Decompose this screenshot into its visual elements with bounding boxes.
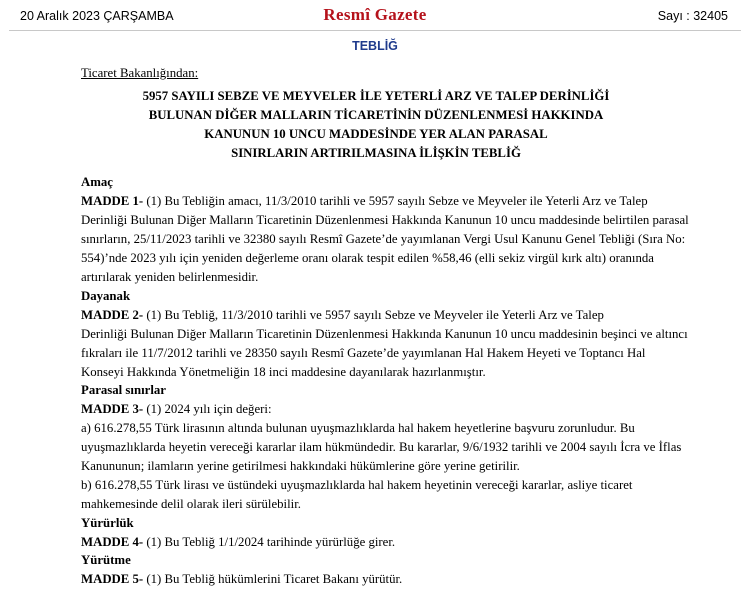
article-3	[81, 400, 707, 514]
heading-amac: Amaç	[81, 175, 113, 189]
article-1	[81, 192, 707, 287]
title-line: SINIRLARIN ARTIRILMASINA İLİŞKİN TEBLİĞ	[231, 146, 521, 160]
ministry-label: Ticaret Bakanlığından:	[81, 66, 199, 80]
article-label: MADDE 4-	[81, 535, 144, 549]
article-line: Derinliği Bulunan Diğer Malların Ticaretinin Düzenlenmesi Hakkında Kanunun 10 uncu maddesinin beşinci ve altıncı	[81, 327, 688, 341]
section-title: TEBLİĞ	[352, 39, 398, 53]
article-label: MADDE 5-	[81, 572, 144, 586]
article-line: 554)’nde 2023 yılı için yeniden değerleme oranı olarak tespit edilen %58,46 (elli sekiz virgül kırk altı) oranında	[81, 251, 654, 265]
title-line: 5957 SAYILI SEBZE VE MEYVELER İLE YETERLİ ARZ VE TALEP DERİNLİĞİ	[142, 89, 610, 103]
article-line: Konseyi Hakkında Yönetmeliğin 18 inci maddesine dayanılarak hazırlanmıştır.	[81, 365, 486, 379]
issue-number: Sayı : 32405	[657, 9, 728, 23]
article-label: MADDE 3-	[81, 402, 144, 416]
article-line: sınırların, 25/11/2023 tarihli ve 32380 sayılı Resmî Gazete’de yayımlanan Vergi Usul Kanunu Genel Tebliği (Sıra No:	[81, 232, 686, 246]
gazette-title: Resmî Gazete	[323, 5, 427, 24]
article-line: MADDE 2- (1) Bu Tebliğ, 11/3/2010 tarihli ve 5957 sayılı Sebze ve Meyveler ile Yeterli Arz ve Talep	[81, 308, 604, 322]
article-line: fıkraları ile 11/7/2012 tarihli ve 28350 sayılı Resmî Gazete’de yayımlanan Hal Hakem Heyeti ve Toptancı Hal	[81, 346, 646, 360]
article-label: MADDE 2-	[81, 308, 144, 322]
article-label: MADDE 1-	[81, 194, 144, 208]
regulation-title	[60, 87, 692, 163]
article-line: MADDE 1- (1) Bu Tebliğin amacı, 11/3/2010 tarihli ve 5957 sayılı Sebze ve Meyveler ile Yeterli Arz ve Talep	[81, 194, 648, 208]
heading-parasal: Parasal sınırlar	[81, 383, 166, 397]
clause-b-line: mahkemesinde delil olarak ileri sürülebilir.	[81, 497, 301, 511]
clause-a-line: a) 616.278,55 Türk lirasının altında bulunan uyuşmazlıklarda hal hakem heyetlerine başvuru zorunludur. Bu	[81, 421, 635, 435]
title-line: KANUNUN 10 UNCU MADDESİNDE YER ALAN PARASAL	[204, 127, 548, 141]
heading-dayanak: Dayanak	[81, 289, 131, 303]
article-5: MADDE 5- (1) Bu Tebliğ hükümlerini Ticaret Bakanı yürütür.	[81, 572, 403, 586]
title-line: BULUNAN DİĞER MALLARIN TİCARETİNİN DÜZENLENMESİ HAKKINDA	[148, 108, 604, 122]
article-line: MADDE 3- (1) 2024 yılı için değeri:	[81, 402, 272, 416]
issue-date: 20 Aralık 2023 ÇARŞAMBA	[20, 9, 174, 23]
article-line: artırılarak yeniden belirlenmesidir.	[81, 270, 259, 284]
heading-yurutme: Yürütme	[81, 553, 131, 567]
article-line: Derinliği Bulunan Diğer Malların Ticaretinin Düzenlenmesi Hakkında Kanunun 10 uncu maddesinde belirtilen parasal	[81, 213, 689, 227]
clause-a-line: uyuşmazlıklarda heyetin vereceği kararlar ilam hükmündedir. Bu kararlar, 9/6/1932 tarihli ve 2004 sayılı İcra ve İflas	[81, 440, 682, 454]
heading-yururluk: Yürürlük	[81, 516, 134, 530]
article-4: MADDE 4- (1) Bu Tebliğ 1/1/2024 tarihinde yürürlüğe girer.	[81, 535, 396, 549]
clause-b-line: b) 616.278,55 Türk lirası ve üstündeki uyuşmazlıklarda hal hakem heyetinin vereceği kararlar, asliye ticaret	[81, 478, 633, 492]
clause-a-line: Kanununun; ilamların yerine getirilmesi hakkındaki hükümlerine göre yerine getirilir.	[81, 459, 520, 473]
article-2	[81, 306, 707, 382]
header-divider	[9, 30, 741, 31]
